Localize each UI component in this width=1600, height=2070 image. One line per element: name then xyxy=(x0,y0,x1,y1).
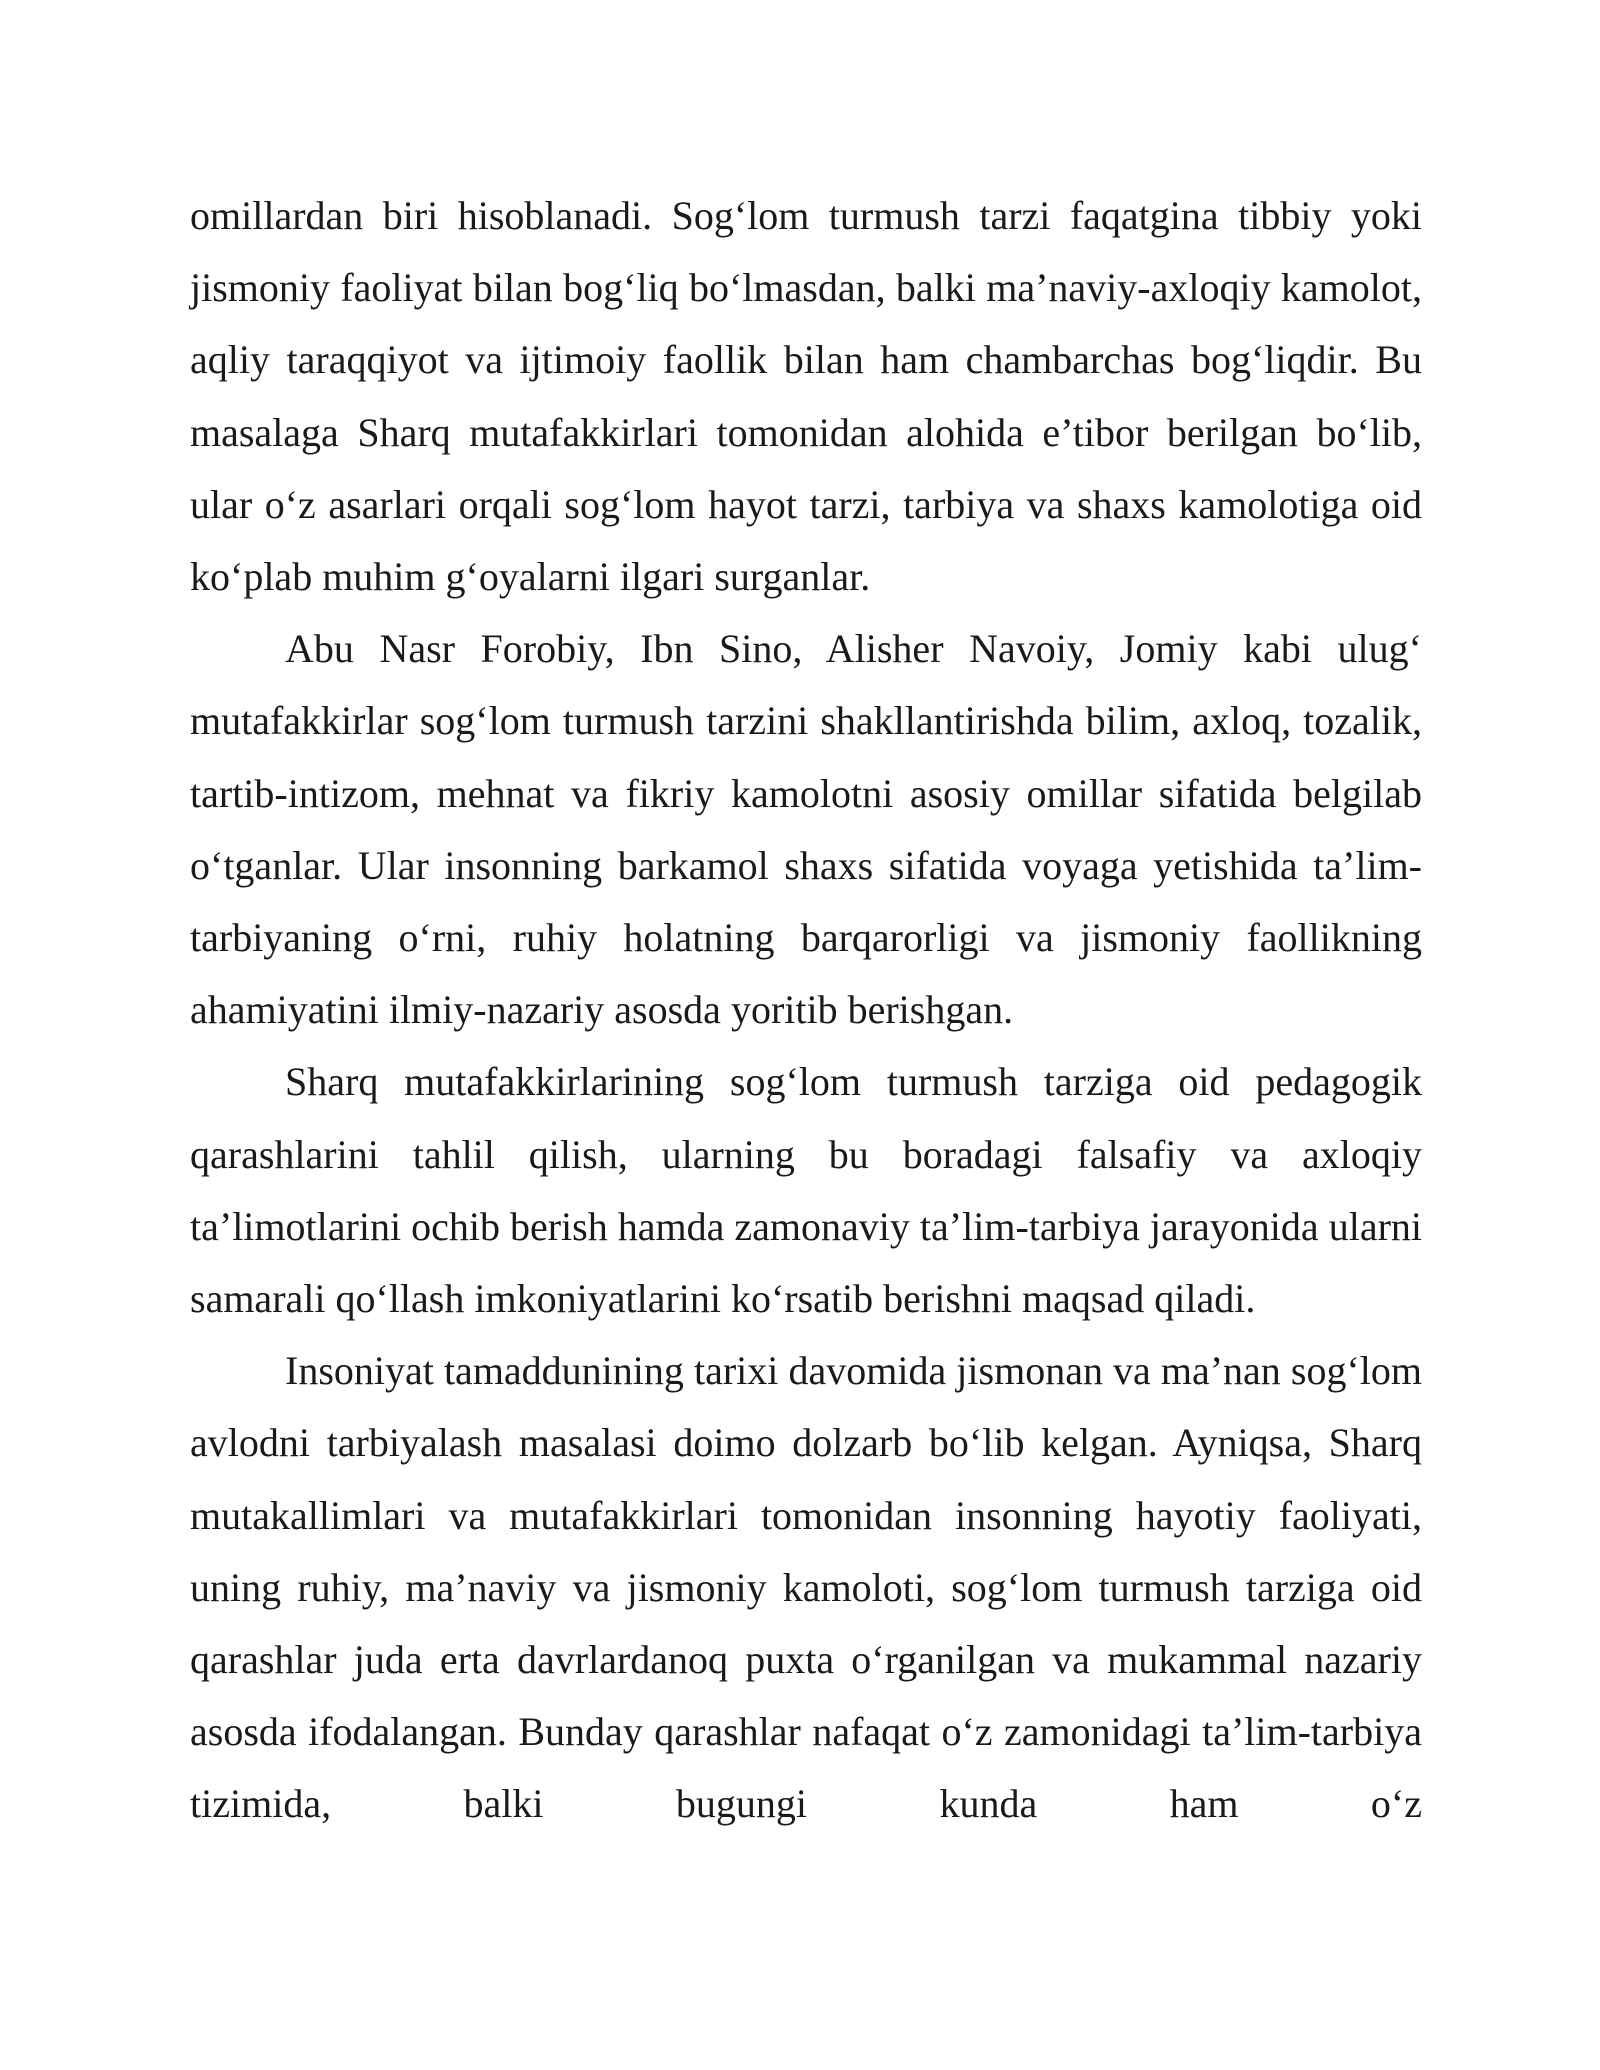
body-text xyxy=(190,180,1422,1841)
paragraph-scholars: Abu Nasr Forobiy, Ibn Sino, Alisher Navoiy, Jomiy kabi ulug‘ mutafakkirlar sog‘lom turmush tarzini shakllantirishda bilim, axloq, tozalik, tartib-intizom, mehnat va fikriy kamolotni asosiy omillar sifatida belgilab o‘tganlar. Ular insonning barkamol shaxs sifatida voyaga yetishida ta’lim-tarbiyaning o‘rni, ruhiy holatning barqarorligi va jismoniy faollikning ahamiyatini ilmiy-nazariy asosda yoritib berishgan. xyxy=(190,626,1422,1033)
paragraph-continuation: omillardan biri hisoblanadi. Sog‘lom turmush tarzi faqatgina tibbiy yoki jismoniy faoliyat bilan bog‘liq bo‘lmasdan, balki ma’naviy-axloqiy kamolot, aqliy taraqqiyot va ijtimoiy faollik bilan ham chambarchas bog‘liqdir. Bu masalaga Sharq mutafakkirlari tomonidan alohida e’tibor berilgan bo‘lib, ular o‘z asarlari orqali sog‘lom hayot tarzi, tarbiya va shaxs kamolotiga oid ko‘plab muhim g‘oyalarni ilgari surganlar. xyxy=(190,193,1422,600)
paragraph-history: Insoniyat tamaddunining tarixi davomida jismonan va ma’nan sog‘lom avlodni tarbiyalash masalasi doimo dolzarb bo‘lib kelgan. Ayniqsa, Sharq mutakallimlari va mutafakkirlari tomonidan insonning hayotiy faoliyati, uning ruhiy, ma’naviy va jismoniy kamoloti, sog‘lom turmush tarziga oid qarashlar juda erta davrlardanoq puxta o‘rganilgan va mukammal nazariy asosda ifodalangan. Bunday qarashlar nafaqat o‘z zamonidagi ta’lim-tarbiya tizimida, balki bugungi kunda ham o‘z xyxy=(190,1348,1422,1827)
paragraph-aim: Sharq mutafakkirlarining sog‘lom turmush tarziga oid pedagogik qarashlarini tahlil qilish, ularning bu boradagi falsafiy va axloqiy ta’limotlarini ochib berish hamda zamonaviy ta’lim-tarbiya jarayonida ularni samarali qo‘llash imkoniyatlarini ko‘rsatib berishni maqsad qiladi. xyxy=(190,1059,1422,1322)
